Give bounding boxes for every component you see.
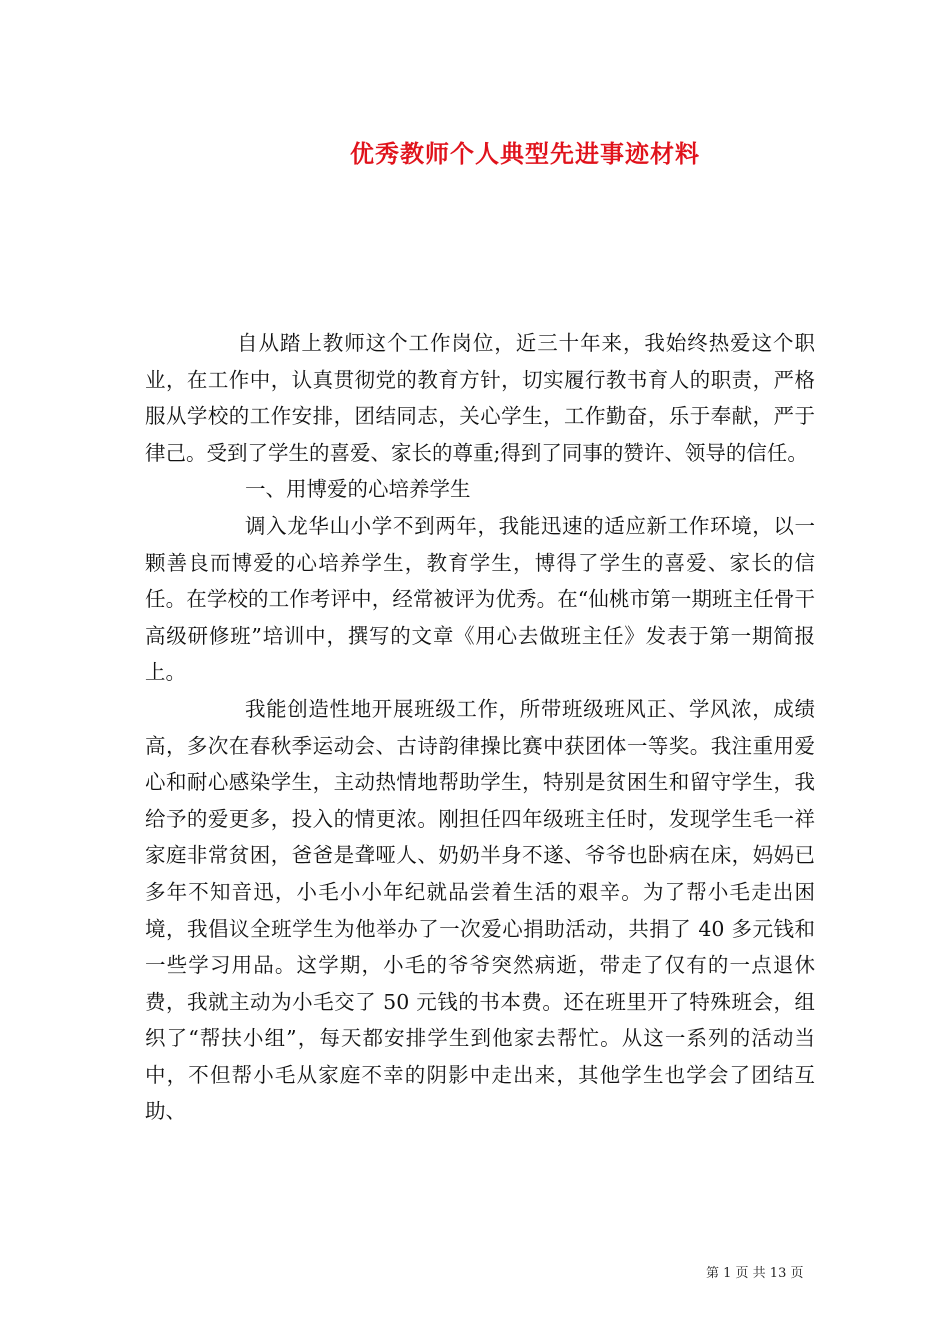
document-body	[145, 325, 815, 1130]
paragraph-transfer: 调入龙华山小学不到两年，我能迅速的适应新工作环境，以一颗善良而博爱的心培养学生，教育学生，博得了学生的喜爱、家长的信任。在学校的工作考评中，经常被评为优秀。在“仙桃市第一期班主任骨干高级研修班”培训中，撰写的文章《用心去做班主任》发表于第一期简报上。	[145, 513, 815, 685]
section-heading: 一、用博爱的心培养学生	[245, 477, 471, 502]
document-title: 优秀教师个人典型先进事迹材料	[350, 139, 700, 168]
paragraph-intro: 自从踏上教师这个工作岗位，近三十年来，我始终热爱这个职业，在工作中，认真贯彻党的教育方针，切实履行教书育人的职责，严格服从学校的工作安排，团结同志，关心学生，工作勤奋，乐于奉献，严于律己。受到了学生的喜爱、家长的尊重;得到了同事的赞许、领导的信任。	[145, 331, 815, 465]
page-number-footer: 第 1 页 共 13 页	[706, 1266, 804, 1281]
paragraph-class-work: 我能创造性地开展班级工作，所带班级班风正、学风浓，成绩高，多次在春秋季运动会、古诗韵律操比赛中获团体一等奖。我注重用爱心和耐心感染学生，主动热情地帮助学生，特别是贫困生和留守学生，我给予的爱更多，投入的情更浓。刚担任四年级班主任时，发现学生毛一祥家庭非常贫困，爸爸是聋哑人、奶奶半身不遂、爷爷也卧病在床，妈妈已多年不知音迅，小毛小小年纪就品尝着生活的艰辛。为了帮小毛走出困境，我倡议全班学生为他举办了一次爱心捐助活动，共捐了 40 多元钱和一些学习用品。这学期，小毛的爷爷突然病逝，带走了仅有的一点退休费，我就主动为小毛交了 50 元钱的书本费。还在班里开了特殊班会，组织了“帮扶小组”，每天都安排学生到他家去帮忙。从这一系列的活动当中，不但帮小毛从家庭不幸的阴影中走出来，其他学生也学会了团结互助、	[145, 696, 815, 1124]
